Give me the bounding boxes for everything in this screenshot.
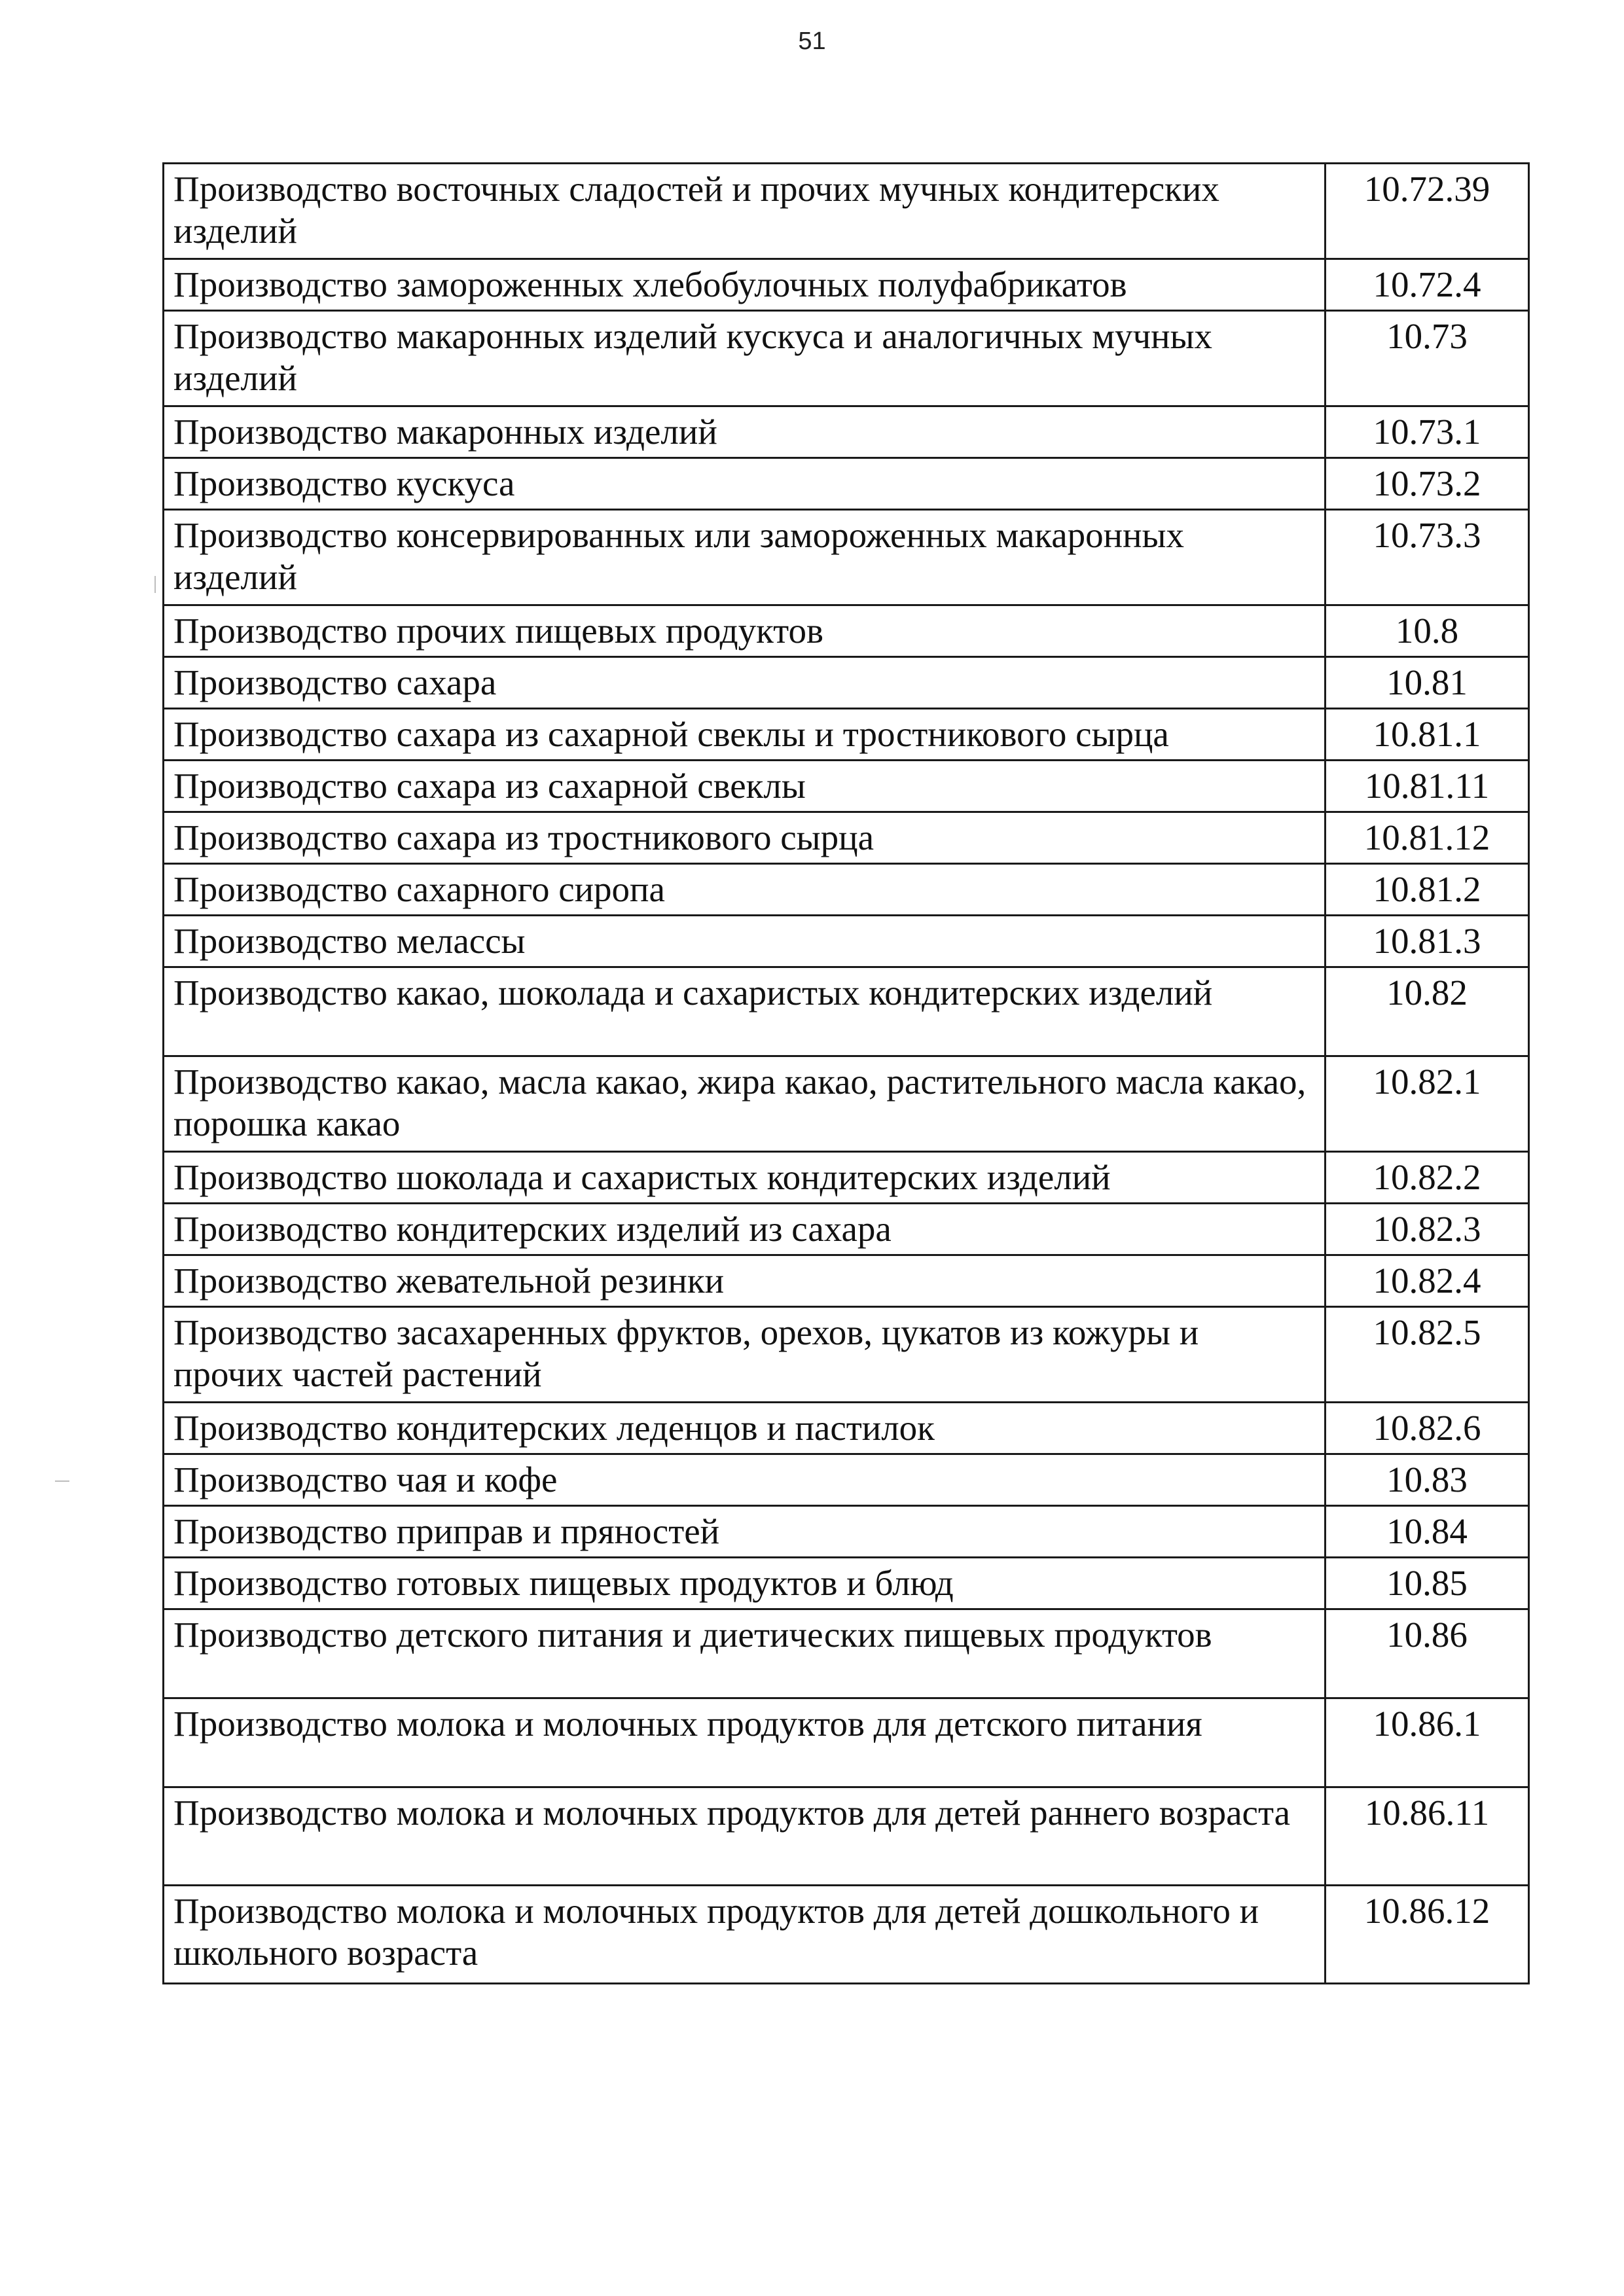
- activity-code-table: [162, 162, 1530, 1984]
- activity-name-cell: Производство какао, масла какао, жира какао, растительного масла какао, порошка какао: [164, 1056, 1326, 1152]
- table-row: [164, 458, 1529, 510]
- activity-name-cell: Производство сахара из тростникового сырца: [164, 812, 1326, 864]
- table-row: [164, 761, 1529, 812]
- table-row: [164, 406, 1529, 458]
- activity-code-cell: 10.82.1: [1326, 1056, 1529, 1152]
- activity-code-cell: 10.8: [1326, 605, 1529, 657]
- page-number: 51: [798, 27, 826, 55]
- activity-code-cell: 10.83: [1326, 1454, 1529, 1506]
- activity-name-cell: Производство макаронных изделий кускуса и аналогичных мучных изделий: [164, 311, 1326, 406]
- activity-code-cell: 10.86.1: [1326, 1698, 1529, 1787]
- activity-code-cell: 10.85: [1326, 1558, 1529, 1609]
- activity-code-cell: 10.82.2: [1326, 1152, 1529, 1204]
- activity-code-cell: 10.86: [1326, 1609, 1529, 1698]
- table-row: [164, 259, 1529, 311]
- activity-code-cell: 10.72.4: [1326, 259, 1529, 311]
- activity-name-cell: Производство шоколада и сахаристых кондитерских изделий: [164, 1152, 1326, 1204]
- activity-name-cell: Производство какао, шоколада и сахаристых кондитерских изделий: [164, 967, 1326, 1056]
- activity-name-cell: Производство восточных сладостей и прочих мучных кондитерских изделий: [164, 164, 1326, 259]
- activity-code-cell: 10.81.11: [1326, 761, 1529, 812]
- table-row: [164, 510, 1529, 605]
- activity-name-cell: Производство прочих пищевых продуктов: [164, 605, 1326, 657]
- activity-code-cell: 10.81.2: [1326, 864, 1529, 916]
- table-row: [164, 967, 1529, 1056]
- activity-name-cell: Производство консервированных или замороженных макаронных изделий: [164, 510, 1326, 605]
- activity-code-cell: 10.82.6: [1326, 1403, 1529, 1454]
- activity-code-cell: 10.81.3: [1326, 916, 1529, 967]
- activity-name-cell: Производство замороженных хлебобулочных полуфабрикатов: [164, 259, 1326, 311]
- activity-name-cell: Производство чая и кофе: [164, 1454, 1326, 1506]
- activity-name-cell: Производство сахара из сахарной свеклы и тростникового сырца: [164, 709, 1326, 761]
- table-row: [164, 812, 1529, 864]
- table-row: [164, 1255, 1529, 1307]
- activity-name-cell: Производство молока и молочных продуктов для детей раннего возраста: [164, 1787, 1326, 1886]
- activity-code-cell: 10.82.3: [1326, 1204, 1529, 1255]
- activity-code-cell: 10.86.12: [1326, 1886, 1529, 1984]
- activity-name-cell: Производство сахара: [164, 657, 1326, 709]
- table-row: [164, 1609, 1529, 1698]
- scan-mark-lower: [55, 1480, 69, 1482]
- table-row: [164, 864, 1529, 916]
- table-row: [164, 1698, 1529, 1787]
- table-body: [164, 164, 1529, 1984]
- activity-code-cell: 10.73: [1326, 311, 1529, 406]
- activity-name-cell: Производство молока и молочных продуктов для детского питания: [164, 1698, 1326, 1787]
- table-row: [164, 1886, 1529, 1984]
- table-row: [164, 311, 1529, 406]
- activity-code-cell: 10.82.5: [1326, 1307, 1529, 1403]
- table-row: [164, 709, 1529, 761]
- activity-code-cell: 10.81.1: [1326, 709, 1529, 761]
- activity-name-cell: Производство мелассы: [164, 916, 1326, 967]
- activity-code-cell: 10.82.4: [1326, 1255, 1529, 1307]
- table-row: [164, 1506, 1529, 1558]
- activity-name-cell: Производство кускуса: [164, 458, 1326, 510]
- table-row: [164, 1152, 1529, 1204]
- activity-name-cell: Производство макаронных изделий: [164, 406, 1326, 458]
- activity-name-cell: Производство готовых пищевых продуктов и блюд: [164, 1558, 1326, 1609]
- activity-name-cell: Производство детского питания и диетических пищевых продуктов: [164, 1609, 1326, 1698]
- activity-name-cell: Производство кондитерских изделий из сахара: [164, 1204, 1326, 1255]
- table-row: [164, 1454, 1529, 1506]
- activity-code-cell: 10.72.39: [1326, 164, 1529, 259]
- table-row: [164, 1787, 1529, 1886]
- activity-name-cell: Производство жевательной резинки: [164, 1255, 1326, 1307]
- activity-code-cell: 10.84: [1326, 1506, 1529, 1558]
- activity-code-cell: 10.73.1: [1326, 406, 1529, 458]
- table-row: [164, 1403, 1529, 1454]
- activity-code-cell: 10.73.3: [1326, 510, 1529, 605]
- activity-code-cell: 10.82: [1326, 967, 1529, 1056]
- activity-name-cell: Производство приправ и пряностей: [164, 1506, 1326, 1558]
- table-row: [164, 916, 1529, 967]
- activity-name-cell: Производство кондитерских леденцов и пастилок: [164, 1403, 1326, 1454]
- activity-name-cell: Производство сахарного сиропа: [164, 864, 1326, 916]
- table-row: [164, 605, 1529, 657]
- activity-code-cell: 10.86.11: [1326, 1787, 1529, 1886]
- activity-code-cell: 10.73.2: [1326, 458, 1529, 510]
- table-row: [164, 1558, 1529, 1609]
- table-row: [164, 164, 1529, 259]
- activity-name-cell: Производство сахара из сахарной свеклы: [164, 761, 1326, 812]
- table-row: [164, 1307, 1529, 1403]
- table-row: [164, 1056, 1529, 1152]
- scan-mark-upper: [154, 576, 156, 593]
- activity-name-cell: Производство засахаренных фруктов, орехов, цукатов из кожуры и прочих частей растений: [164, 1307, 1326, 1403]
- table-row: [164, 1204, 1529, 1255]
- activity-code-cell: 10.81: [1326, 657, 1529, 709]
- activity-code-cell: 10.81.12: [1326, 812, 1529, 864]
- table-row: [164, 657, 1529, 709]
- activity-name-cell: Производство молока и молочных продуктов для детей дошкольного и школьного возраста: [164, 1886, 1326, 1984]
